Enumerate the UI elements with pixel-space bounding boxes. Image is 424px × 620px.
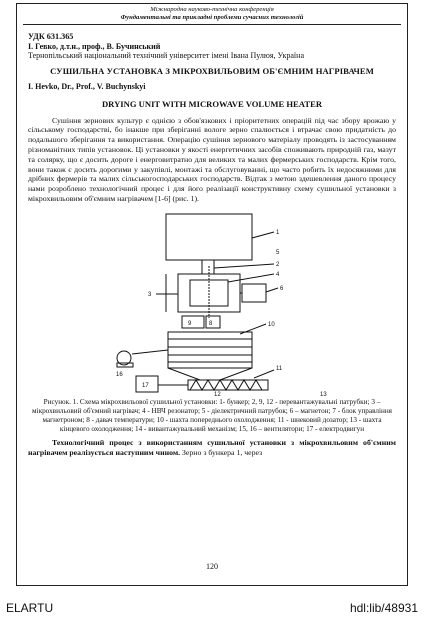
label-1: 1 bbox=[276, 229, 280, 236]
transfer-pipe-9 bbox=[182, 316, 204, 328]
header-divider bbox=[23, 24, 401, 25]
screw-feeder-11 bbox=[188, 380, 268, 390]
precooling-shaft-10 bbox=[168, 332, 252, 368]
conference-name: Міжнародна науково-технічна конференція bbox=[150, 6, 274, 13]
drying-unit-figure bbox=[28, 208, 398, 396]
label-5: 5 bbox=[276, 249, 280, 256]
label-9: 9 bbox=[188, 320, 192, 327]
label-16: 16 bbox=[116, 371, 123, 378]
intro-paragraph: Сушіння зернових культур є однією з обов'язкових і пріоритетних операцій під час збору врожаю у сільському господарстві, бо інакше при зберіганні вологе зерно спалюється і втрачає свою придатність до подальшого зберігання та використання. Операцію сушіння зернового матеріалу проводять із застосуванням різноманітних типів установок. Ці установки у якості енергетичних засобів споживають природній газ, мазут та солярку, що є досить дороге і енерговитратно для великих та малих фермерських господарств. Крім того, вони також є досить дорогими у закупівлі, монтажі та обслуговуванні, що часто робить їх недосяжними для дрібних фермерів та малих сільськогосподарських господарств. Відтак з метою здешевлення даного процесу нами розроблено технологічний процес і для його реалізації конструктивну схему сушильної установки з мікрохвильовим об'ємним нагрівачем [1-6] (рис. 1). bbox=[28, 115, 396, 203]
label-17: 17 bbox=[142, 382, 149, 389]
title-en: DRYING UNIT WITH MICROWAVE VOLUME HEATER bbox=[101, 98, 323, 109]
drying-unit-schematic bbox=[28, 208, 398, 396]
label-11: 11 bbox=[276, 365, 283, 372]
figure-caption: Рисунок. 1. Схема мікрохвильової сушильної установки: 1- бункер; 2, 9, 12 - перевантажувальні патрубки; 3 – мікрохвильовий об'ємний нагрівач; 4 - НВЧ резонатор; 5 - діелектричний патрубок; 6 – магнетон; 7 - блок управління магнетроном; 8 - давач температури; 10 - шахта попереднього охолодження; 11 - шнековий дозатор; 13 - шахта кінцевого охолодження; 14 - вивантажувальний механізм; 15, 16 – вентилятори; 17 - електродвигун bbox=[32, 397, 392, 433]
title-uk: СУШИЛЬНА УСТАНОВКА З МІКРОХВИЛЬОВИМ ОБ'ЄМНИМ НАГРІВАЧЕМ bbox=[50, 65, 374, 76]
page-number: 120 bbox=[206, 562, 218, 571]
label-12: 12 bbox=[214, 391, 221, 396]
repository-footer bbox=[0, 595, 424, 620]
magnetron-6 bbox=[242, 284, 266, 302]
authors-uk: І. Гевко, д.т.н., проф., В. Бучинський bbox=[28, 41, 161, 51]
udc-code: УДК 631.365 bbox=[28, 32, 74, 41]
document-page bbox=[16, 3, 408, 586]
repository-name[interactable]: ELARTU bbox=[6, 601, 54, 615]
process-paragraph-rest: Зерно з бункера 1, через bbox=[180, 447, 263, 457]
label-3: 3 bbox=[148, 291, 152, 298]
running-header bbox=[17, 6, 407, 22]
label-4: 4 bbox=[276, 271, 280, 278]
affiliation: Тернопільський національний технічний університет імені Івана Пулюя, Україна bbox=[28, 51, 304, 61]
transfer-pipe-2 bbox=[202, 260, 214, 274]
process-paragraph-lead: Технологічний процес з використанням сушильної установки з мікрохвильовим об'ємним нагрівачем реалізується наступним чином. bbox=[28, 437, 396, 457]
handle-id[interactable]: hdl:lib/48931 bbox=[349, 601, 418, 615]
hopper-1 bbox=[166, 214, 252, 260]
label-2: 2 bbox=[276, 261, 280, 268]
process-paragraph bbox=[28, 438, 396, 458]
article-body bbox=[28, 32, 396, 457]
label-13: 13 bbox=[320, 391, 327, 396]
label-6: 6 bbox=[280, 285, 284, 292]
authors-en: I. Hevko, Dr., Prof., V. Buchynskyi bbox=[28, 82, 146, 92]
label-8: 8 bbox=[209, 320, 213, 327]
label-10: 10 bbox=[268, 321, 275, 328]
conference-subtitle: Фундаментальні та прикладні проблеми сучасних технологій bbox=[120, 14, 304, 21]
